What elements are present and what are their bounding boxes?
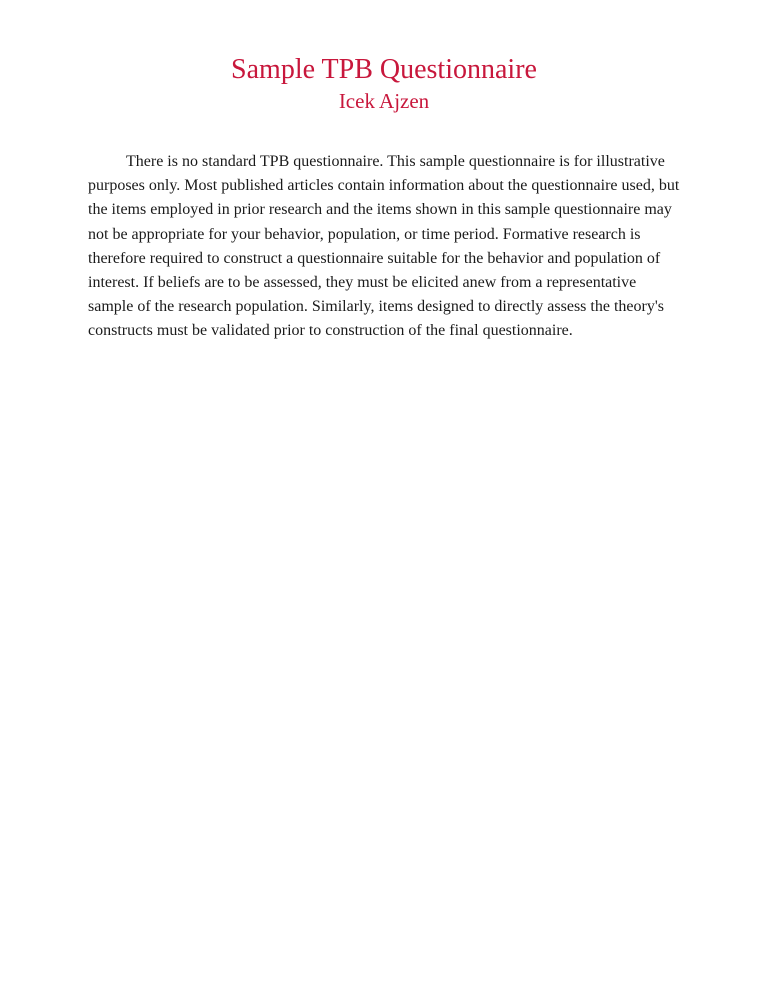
- intro-paragraph: There is no standard TPB questionnaire. This sample questionnaire is for illustrative purposes only. Most published articles contain information about the questionnaire used, but the items employed in prior research and the items shown in this sample questionnaire may not be appropriate for your behavior, population, or time period. Formative research is therefore required to construct a questionnaire suitable for the behavior and population of interest. If beliefs are to be assessed, they must be elicited anew from a representative sample of the research population. Similarly, items designed to directly assess the theory's constructs must be validated prior to construction of the final questionnaire.: [88, 153, 680, 340]
- document-author: Icek Ajzen: [338, 89, 430, 113]
- document-title: Sample TPB Questionnaire: [231, 54, 537, 85]
